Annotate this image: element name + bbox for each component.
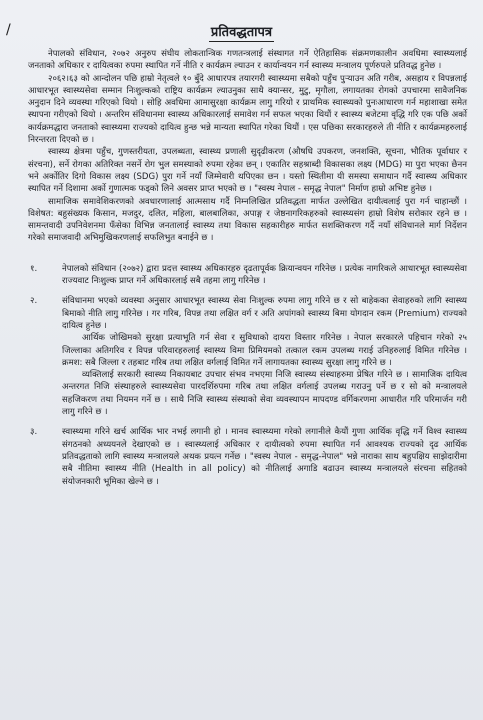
paragraph-intro: नेपालको संविधान, २०७२ अनुरुप संघीय लोकतान्त्रिक गणतन्त्रलाई संस्थागत गर्ने ऐतिहासिक संक्रमणकालीन अवधिमा स्वास्थ्यलाई जनताको अधिकार र दायित्वका रुपमा स्थापित गर्ने नीति र कार्यक्रम ल्याउन र कार्यान्वयन गर्न स्वास्थ्य मन्त्रालय पूर्णरुपले प्रतिवद्ध हुनेछ । [28, 49, 467, 72]
list-item [28, 426, 467, 487]
item-text-part: संविधानमा भएको व्यवस्था अनुसार आधारभूत स्वास्थ्य सेवा निःशुल्क रुपमा लागु गरिने छ र सो बाहेकका सेवाहरुको लागि स्वास्थ्य बिमाको नीति लागु गरिनेछ । गर गरिब, विपन्न तथा लक्षित वर्ग र अति अपांगको स्वास्थ्य बिमा योगदान रकम (Premium) राज्यको दायित्व हुनेछ । [62, 296, 467, 331]
item-number: १. [30, 263, 38, 274]
item-number: ३. [30, 427, 38, 438]
title-text: प्रतिवद्धतापत्र [210, 25, 273, 40]
item-text-part: स्वास्थ्यमा गरिने खर्च आर्थिक भार नभई लगानी हो । मानव स्वास्थ्यमा गरेको लगानीले कैयौं गुणा आर्थिक वृद्धि गर्ने विश्व स्वास्थ्य संगठनको अध्ययनले देखाएको छ । स्वास्थ्यलाई अधिकार र दायीत्वको रुपमा स्थापित गर्न आवश्यक राज्यको दृढ आर्थिक प्रतिवद्धताको लागि स्वास्थ्य मन्त्रालयले अथक प्रयत्न गर्नेछ । "स्वस्थ नेपाल - समृद्ध-नेपाल" भन्ने नाराका साथ बहुपक्षिय साझेदारीमा सबै नीतिमा स्वास्थ्य नीति (Health in all policy) को नीतिलाई अगाडि बढाउन स्वास्थ्य मन्त्रालयले संरचना सहितको संयोजनकारी भूमिका खेल्ने छ । [62, 427, 467, 487]
document-title [0, 22, 483, 40]
item-number: २. [30, 296, 38, 307]
item-text [62, 295, 467, 418]
item-text [62, 263, 467, 288]
document-body [28, 48, 467, 716]
paragraph-inclusion: सामाजिक समावेशिकरणको अवधारणालाई आत्मसाथ गर्दै निम्नलिखित प्रतिवद्धता मार्फत उल्लेखित दायीत्वलाई पुरा गर्न चाहान्छौं । विशेषत: बहुसंख्यक किसान, मजदुर, दलित, महिला, बालबालिका, अपाङ्ग र जेष्ठनागरिकहरुको स्वास्थ्यसंग हाम्रो विशेष सरोकार रहने छ । सामन्तवादी उपनिवेशनमा फँसेका विभिन्न जनतालाई स्वास्थ्य तथा विकास सहकारीहरु मार्फत सशक्तिकरण गर्दै नयाँ संविधानले मार्ग निर्देशन गरेको समाजवादी अभिमुखिकरणलाई सफलिभुत बनाईने छ । [28, 196, 467, 244]
item-text [62, 426, 467, 487]
item-text-part: नेपालको संविधान (२०७२) द्वारा प्रदत्त स्वास्थ्य अधिकारहरु दृढतापूर्वक क्रियान्वयन गरिनेछ । प्रत्येक नागरिकले आधारभूत स्वास्थ्यसेवा राज्यवाट निःशुल्क प्राप्त गर्ने अधिकारलाई सबै तहमा लागु गरिनेछ । [62, 263, 467, 287]
paragraph-challenges: स्वास्थ्य क्षेत्रमा पहुँच, गुणस्तरीयता, उपलब्धता, स्वास्थ्य प्रणाली सुदृढीकरण (औषधि उपकरण, जनशक्ति, सूचना, भौतिक पूर्वाधार र संरचना), सर्ने रोगका अतिरिक्त नसर्ने रोग भुल समस्याको रुपमा रहेका छन् । एकातिर सहश्राब्दी विकासका लक्ष्य (MDG) मा पुरा भएका छैनन भने अर्कोतिर दिगो विकास लक्ष्य (SDG) पुरा गर्ने नयाँ जिम्मेवारी थपिएका छन । यस्तो स्थितीमा यी समस्या समाधान गर्दै स्वास्थ्य अधिकार स्थापित गर्ने दिशामा अर्को गुणात्मक फड्को लिने अवसर प्राप्त भएको छ । "स्वस्थ नेपाल - समृद्ध नेपाल" निर्माण हाम्रो अभिष्ट हुनेछ । [28, 147, 467, 195]
item-text-part: व्यक्तिलाई सरकारी स्वास्थ्य निकायबाट उपचार संभव नभएमा निजि स्वास्थ्य संस्थाहरुमा प्रेषित गरिने छ । सामाजिक दायित्व अन्तरगत निजि संस्थाहरुले स्वास्थ्यसेवा पारदर्शिरुपमा गरिब तथा लक्षित वर्गलाई उपलब्ध गराउनु पर्ने छ र सो को मन्त्रालयले सहजिकरण तथा नियमन गर्ने छ । साथै निजि स्वास्थ्य संस्थाको सेवा व्यवस्थापन मापदण्ड वर्गिकरणमा आधारीत गरि परिमार्जन गरी लागु गरिने छ । [62, 370, 467, 418]
item-text-part: आर्थिक जोखिमको सुरक्षा प्रत्याभूति गर्न सेवा र सुविधाको दायरा विस्तार गरिनेछ । नेपाल सरकारले पहिचान गरेको २५ जिल्लाका अतिगरिव र विपन्न परिवारहरुलाई स्वास्थ्य विमा प्रिमियमको तत्काल रकम उपलब्ध गराई उनिहरुलाई विमित गरिनेछ । क्रमश: सबै जिल्ला र तहबाट गरिब तथा लक्षित वर्गलाई विमित गर्ने लागायतका स्वास्थ्य सुरक्षा लागु गरिने छ । [62, 333, 467, 368]
corner-mark: / [6, 22, 11, 38]
list-item [28, 295, 467, 418]
list-item [28, 263, 467, 288]
paragraph-history: २०६२।६३ को आन्दोलन पछि हाम्रो नेतृत्वले १० बुँदे आधारपत्र तयारगरी स्वास्थ्यमा सबैको पहुँच पुऱ्याउन अति गरीब, असहाय र विपन्नलाई आधारभूत स्वास्थ्यसेवा सम्मान निःशुल्कको राष्ट्रिय कार्यक्रम ल्याउनुका साथै क्यान्सर, मुटु, मृगौला, लगायतका रोगको उपचारमा सावैजनिक अनुदान दिने व्यवस्था गरिएको थियो । सोहि अवधिमा आमासुरक्षा कार्यक्रम लागु गरियो र प्राथमिक स्वास्थ्यको पुनःआधारण गर्न महाशाखा समेत स्थापना गरीएको थियो । अन्तरिम संविधानमा स्वास्थ्य अधिकारलाई समावेश गर्न सफल भएका थियौं र स्वास्थ्य बजेटमा वृद्धि गरि एक पछि अर्को कार्यक्रमद्धारा जनताको स्वास्थ्यमा राज्यको दायित्व हुन्छ भन्ने मान्यता स्थापित गरेका थियौं । एस पछिका सरकारहरुले ती नीति र कार्यक्रमहरुलाई निरन्तरता दिएको छ । [28, 73, 467, 146]
